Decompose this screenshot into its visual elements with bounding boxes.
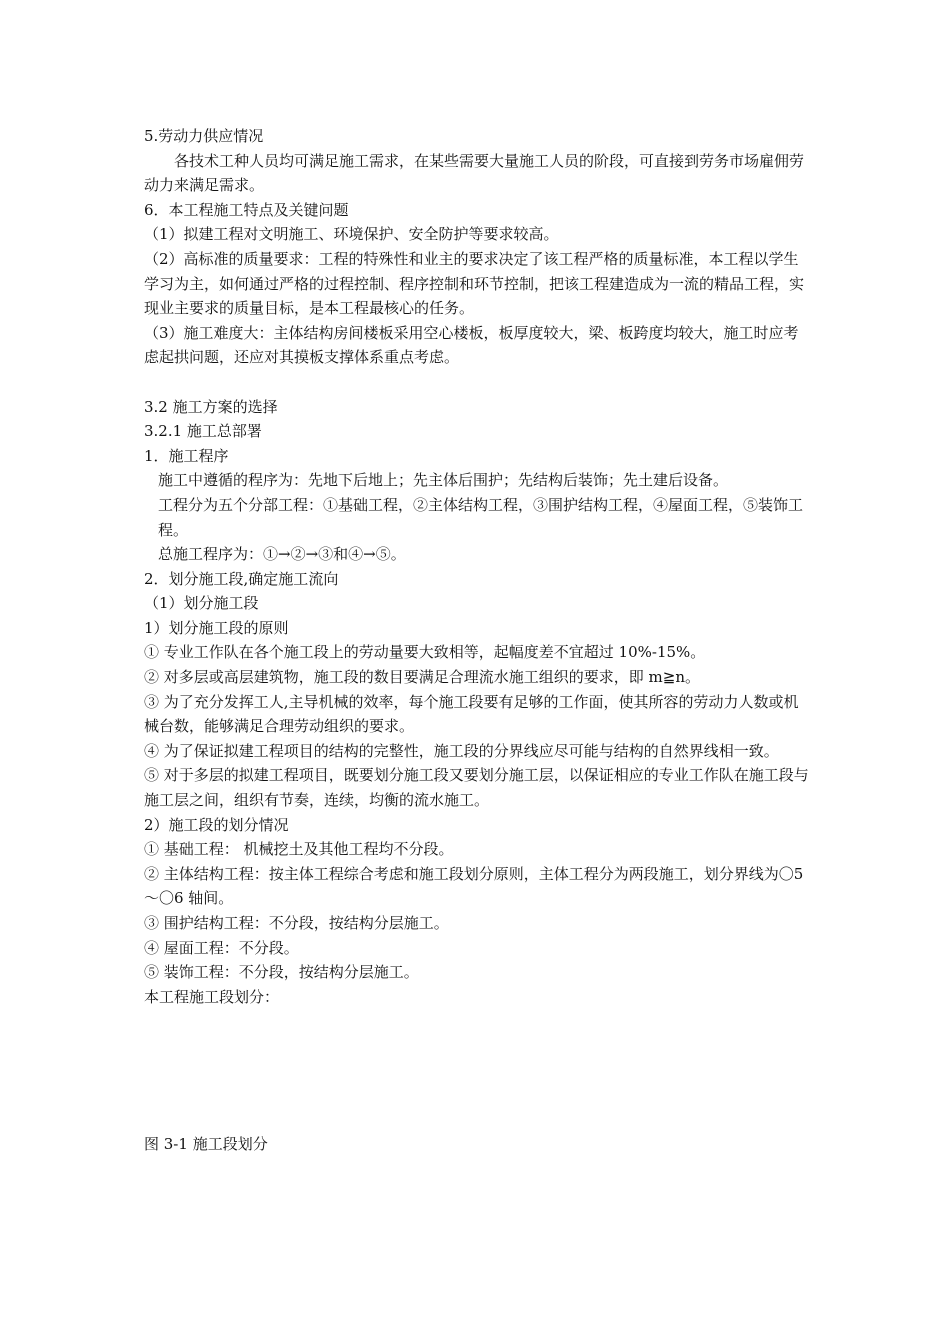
paragraph-labor: 各技术工种人员均可满足施工需求，在某些需要大量施工人员的阶段，可直接到劳务市场雇佣劳动力来满足需求。 bbox=[144, 151, 805, 195]
feature-item-2: （2）高标准的质量要求：工程的特殊性和业主的要求决定了该工程严格的质量标准，本工程以学生学习为主，如何通过严格的过程控制、程序控制和环节控制，把该工程建造成为一流的精品工程，实现业主要求的质量目标，是本工程最核心的任务。 bbox=[144, 249, 805, 318]
subsection-heading-deployment: 3.2.1 施工总部署 bbox=[144, 422, 262, 441]
principle-item-1: ① 专业工作队在各个施工段上的劳动量要大致相等，起幅度差不宜超过 10%-15%。 bbox=[144, 643, 706, 662]
paragraph-program-parts: 工程分为五个分部工程：①基础工程，②主体结构工程，③围护结构工程，④屋面工程，⑤装饰工程。 bbox=[158, 495, 804, 539]
principle-item-5: ⑤ 对于多层的拟建工程项目，既要划分施工段又要划分施工层，以保证相应的专业工作队在施工段与施工层之间，组织有节奏，连续，均衡的流水施工。 bbox=[144, 766, 809, 810]
document-body bbox=[144, 124, 809, 1157]
feature-item-1: （1）拟建工程对文明施工、环境保护、安全防护等要求较高。 bbox=[144, 225, 559, 244]
heading-division-status: 2）施工段的划分情况 bbox=[144, 815, 289, 834]
section-heading-features: 6．本工程施工特点及关键问题 bbox=[144, 200, 349, 219]
heading-principles: 1）划分施工段的原则 bbox=[144, 618, 289, 637]
status-item-4: ④ 屋面工程：不分段。 bbox=[144, 938, 299, 957]
feature-item-3: （3）施工难度大：主体结构房间楼板采用空心楼板，板厚度较大，梁、板跨度均较大，施工时应考虑起拱问题，还应对其摸板支撑体系重点考虑。 bbox=[144, 323, 799, 367]
status-item-5: ⑤ 装饰工程：不分段，按结构分层施工。 bbox=[144, 963, 419, 982]
section-heading-labor: 5.劳动力供应情况 bbox=[144, 127, 264, 145]
figure-caption: 图 3-1 施工段划分 bbox=[144, 1135, 268, 1154]
principle-item-4: ④ 为了保证拟建工程项目的结构的完整性，施工段的分界线应尽可能与结构的自然界线相一致。 bbox=[144, 741, 779, 760]
heading-division: 2．划分施工段,确定施工流向 bbox=[144, 569, 339, 588]
status-item-3: ③ 围护结构工程：不分段，按结构分层施工。 bbox=[144, 914, 449, 932]
principle-item-3: ③ 为了充分发挥工人,主导机械的效率，每个施工段要有足够的工作面，使其所容的劳动力人数或机械台数，能够满足合理劳动组织的要求。 bbox=[144, 692, 799, 736]
section-heading-plan: 3.2 施工方案的选择 bbox=[144, 397, 278, 416]
status-item-1: ① 基础工程： 机械挖土及其他工程均不分段。 bbox=[144, 840, 454, 859]
figure-placeholder bbox=[144, 1009, 809, 1132]
blank-line bbox=[144, 370, 809, 395]
principle-item-2: ② 对多层或高层建筑物，施工段的数目要满足合理流水施工组织的要求，即 m≧n。 bbox=[144, 668, 700, 687]
status-item-2: ② 主体结构工程：按主体工程综合考虑和施工段划分原则，主体工程分为两段施工，划分界线为〇5～〇6 轴间。 bbox=[144, 864, 804, 908]
paragraph-program-sequence: 总施工程序为：①→②→③和④→⑤。 bbox=[158, 545, 406, 564]
paragraph-program-order: 施工中遵循的程序为：先地下后地上；先主体后围护；先结构后装饰；先土建后设备。 bbox=[158, 471, 729, 490]
subheading-division: （1）划分施工段 bbox=[144, 594, 259, 613]
closing-text: 本工程施工段划分： bbox=[144, 987, 280, 1006]
heading-program: 1．施工程序 bbox=[144, 446, 229, 465]
